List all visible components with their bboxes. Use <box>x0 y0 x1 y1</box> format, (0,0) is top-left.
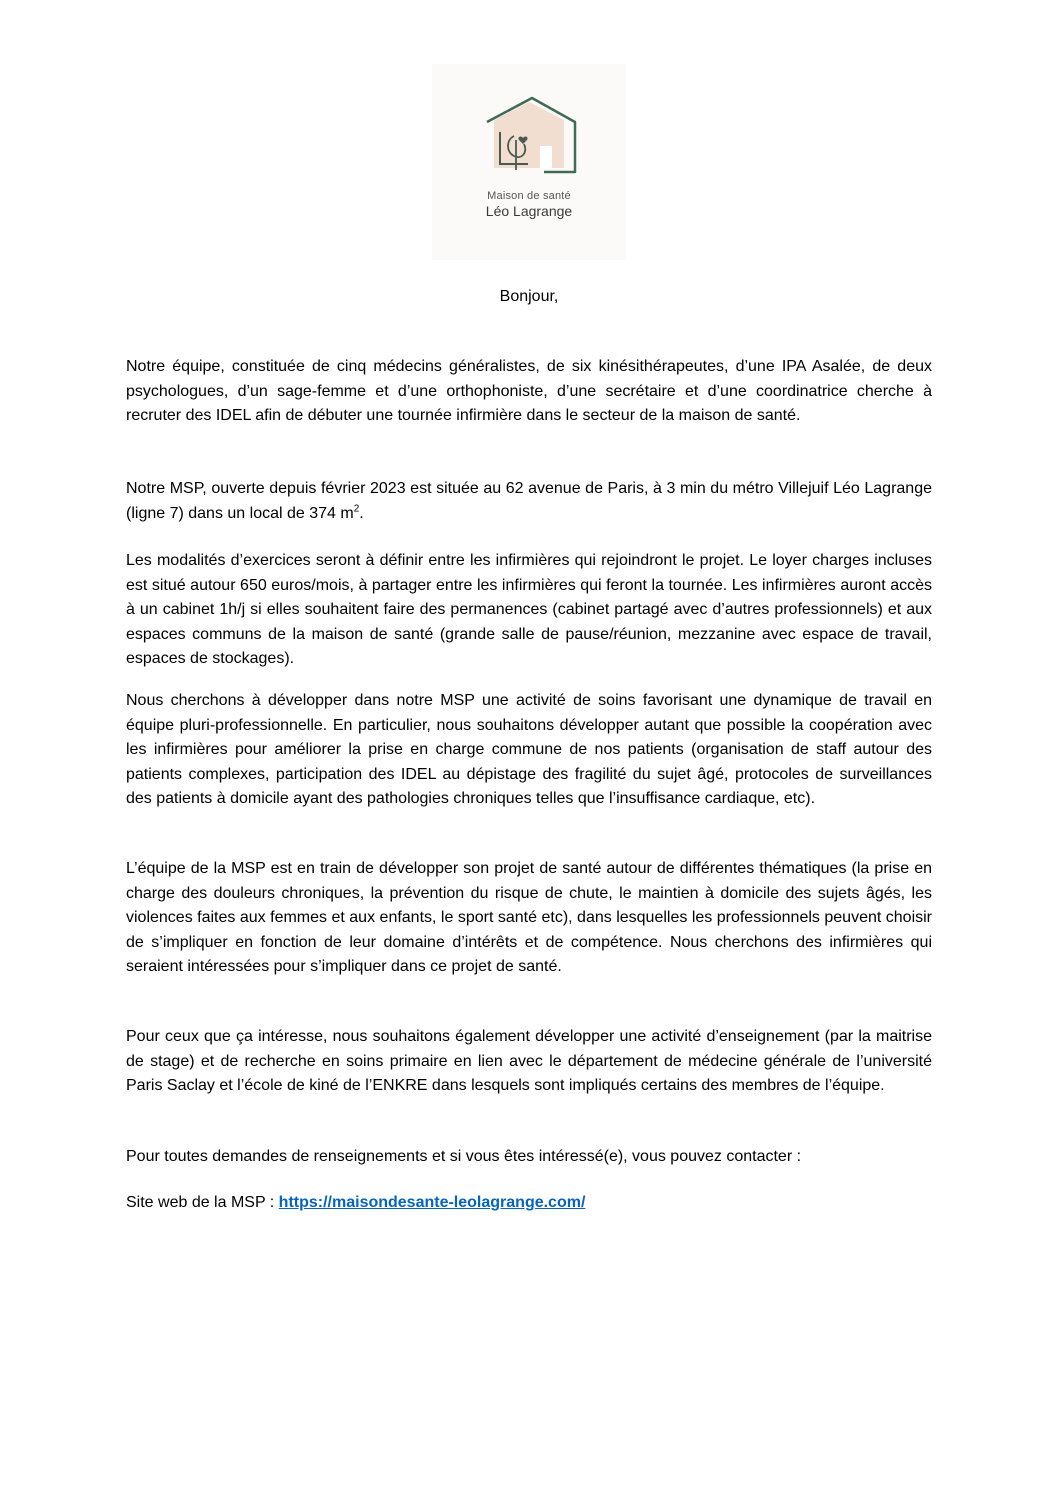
superscript-two: 2 <box>353 503 360 515</box>
paragraph-cooperation: Nous cherchons à développer dans notre MSP une activité de soins favorisant une dynamique de travail en équipe pluri-professionnelle. En particulier, nous souhaitons développer autant que possible la coopération avec les infirmières pour améliorer la prise en charge commune de nos patients (organisation de staff autour des patients complexes, participation des IDEL au dépistage des fragilité du sujet âgé, protocoles de surveillances des patients à domicile ayant des pathologies chroniques telles que l’insuffisance cardiaque, etc). <box>126 692 932 808</box>
house-logo-icon <box>432 64 626 260</box>
greeting: Bonjour, <box>499 288 559 305</box>
website-line <box>126 1191 932 1216</box>
paragraph-modalities: Les modalités d’exercices seront à définir entre les infirmières qui rejoindront le projet. Le loyer charges incluses est situé autour 650 euros/mois, à partager entre les infirmières qui feront la tournée. Les infirmières auront accès à un cabinet 1h/j si elles souhaitent faire des permanences (cabinet partagé avec d’autres professionnels) et aux espaces communs de la maison de santé (grande salle de pause/réunion, mezzanine avec espace de travail, espaces de stockages). <box>126 552 932 668</box>
logo-title: Léo Lagrange <box>485 203 573 219</box>
paragraph-contact: Pour toutes demandes de renseignements et si vous êtes intéressé(e), vous pouvez contacter : <box>126 1148 802 1165</box>
paragraph-health-project: L’équipe de la MSP est en train de développer son projet de santé autour de différentes thématiques (la prise en charge des douleurs chroniques, la prévention du risque de chute, le maintien à domicile des sujets âgés, les violences faites aux femmes et aux enfants, le sport santé etc), dans lesquelles les professionnels peuvent choisir de s’impliquer en fonction de leur domaine d’intérêts et de compétence. Nous cherchons des infirmières qui seraient intéressées pour s’impliquer dans ce projet de santé. <box>126 860 932 976</box>
logo-subtitle: Maison de santé <box>487 190 571 202</box>
website-link[interactable]: https://maisondesante-leolagrange.com/ <box>278 1194 586 1211</box>
paragraph-location-end: . <box>359 504 364 522</box>
paragraph-location <box>126 477 932 526</box>
msp-logo <box>432 64 626 260</box>
paragraph-location-text: Notre MSP, ouverte depuis février 2023 est située au 62 avenue de Paris, à 3 min du métro Villejuif Léo Lagrange (ligne 7) dans un local de 374 m <box>126 480 932 522</box>
website-label: Site web de la MSP : <box>126 1194 279 1211</box>
paragraph-team: Notre équipe, constituée de cinq médecins généralistes, de six kinésithérapeutes, d’une IPA Asalée, de deux psychologues, d’un sage-femme et d’une orthophoniste, d’une secrétaire et d’une coordinatrice cherche à recruter des IDEL afin de débuter une tournée infirmière dans le secteur de la maison de santé. <box>126 358 932 425</box>
paragraph-teaching: Pour ceux que ça intéresse, nous souhaitons également développer une activité d’enseignement (par la maitrise de stage) et de recherche en soins primaire en lien avec le département de médecine générale de l’université Paris Saclay et l’école de kiné de l’ENKRE dans lesquels sont impliqués certains des membres de l’équipe. <box>126 1028 932 1095</box>
